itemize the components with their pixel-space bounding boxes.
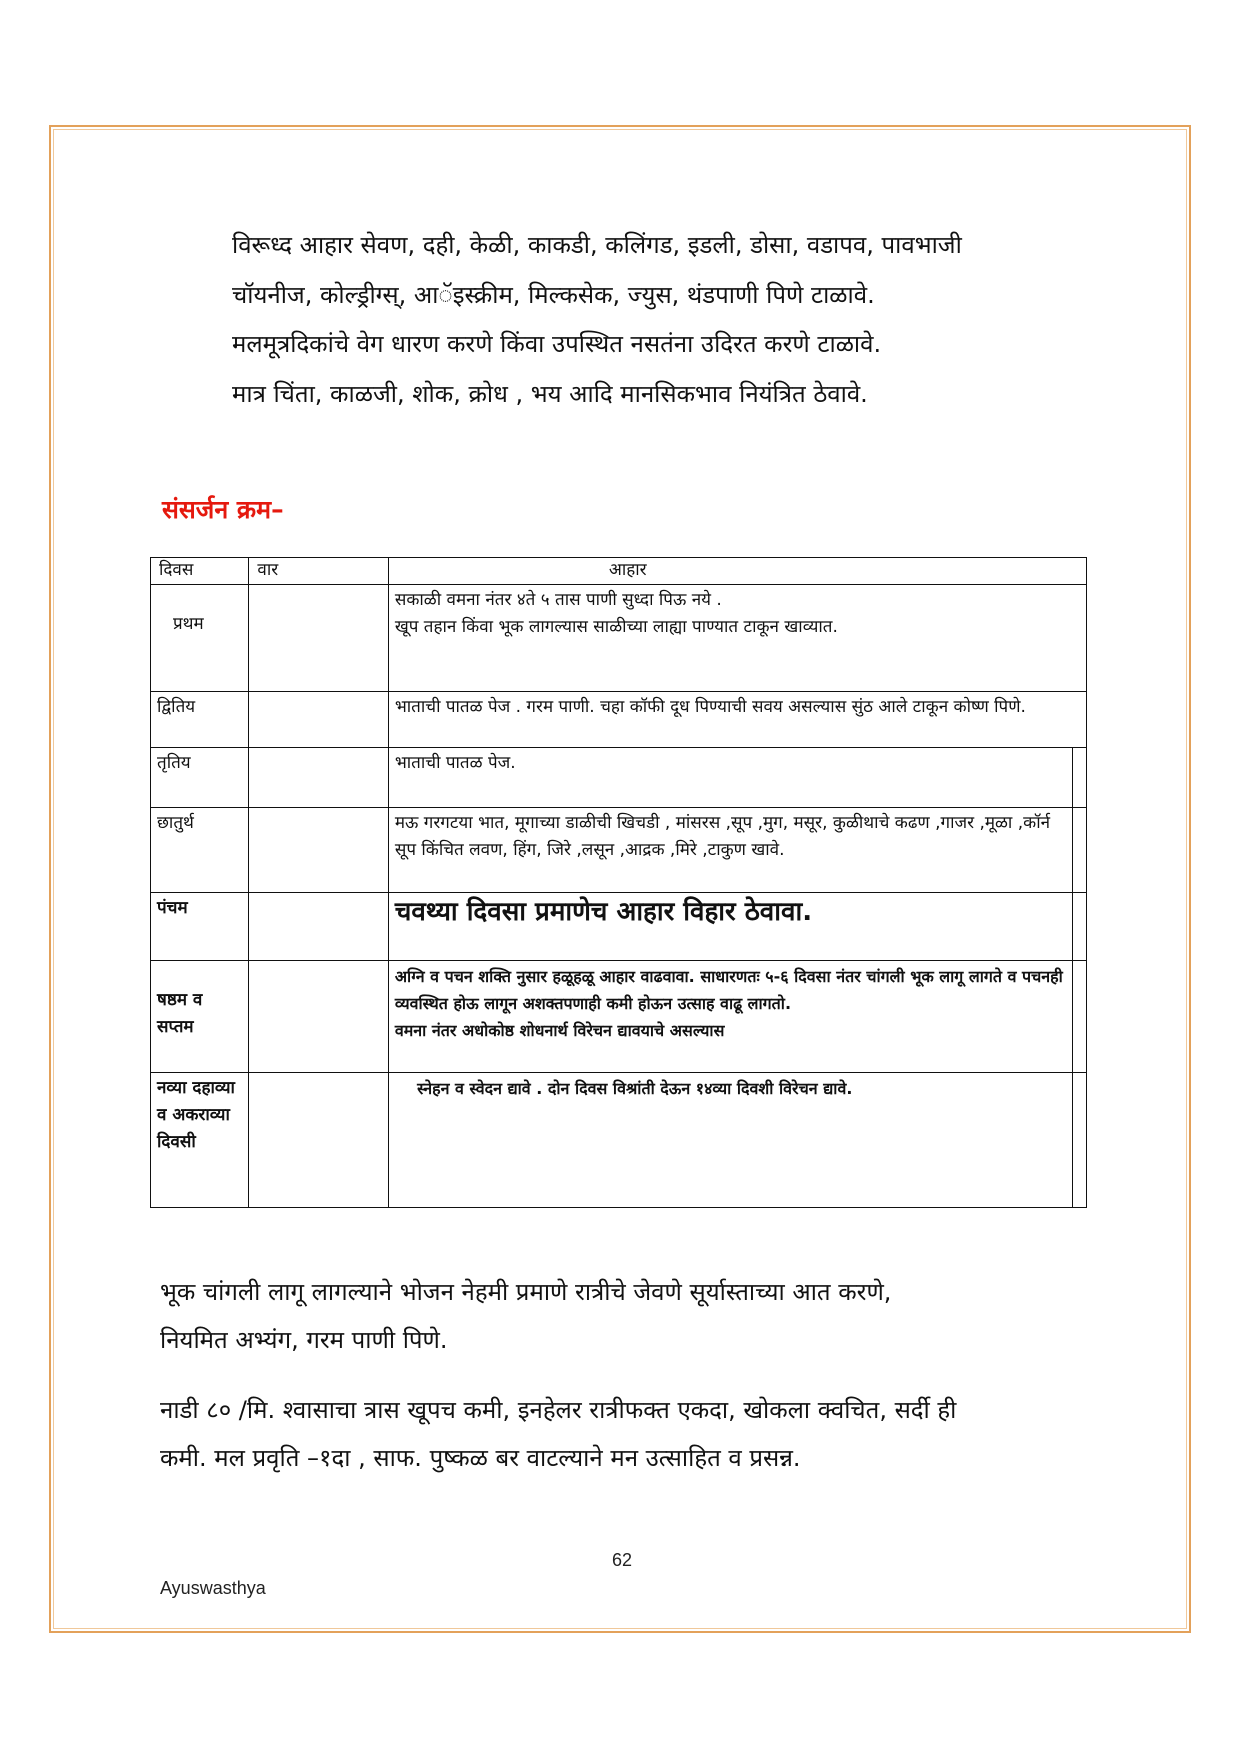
table-row <box>151 585 1087 692</box>
row-var <box>249 585 388 692</box>
row-day: पंचम <box>151 893 249 961</box>
row-ahar: भाताची पातळ पेज. <box>388 748 1072 808</box>
row-day: षष्ठम व सप्तम <box>151 961 249 1073</box>
after-line-2: नियमित अभ्यंग, गरम पाणी पिणे. <box>160 1326 448 1354</box>
row-extra <box>1072 1073 1086 1208</box>
row-day: तृतिय <box>151 748 249 808</box>
diet-table <box>150 557 1087 1208</box>
row-var <box>249 1073 388 1208</box>
row-ahar: स्नेहन व स्वेदन द्यावे . दोन दिवस विश्रांती देऊन १४व्या दिवशी विरेचन द्यावे. <box>388 1073 1072 1208</box>
row-extra <box>1072 748 1086 808</box>
row-extra <box>1072 893 1086 961</box>
table-row <box>151 692 1087 748</box>
table-row <box>151 1073 1087 1208</box>
table-row <box>151 748 1087 808</box>
table-row <box>151 893 1087 961</box>
row-ahar: भाताची पातळ पेज . गरम पाणी. चहा कॉफी दूध पिण्याची सवय असल्यास सुंठ आले टाकून कोष्ण पिणे. <box>388 692 1086 748</box>
row-var <box>249 748 388 808</box>
row-day: प्रथम <box>151 585 249 692</box>
row-ahar: मऊ गरगटया भात, मूगाच्या डाळीची खिचडी , मांसरस ,सूप ,मुग, मसूर, कुळीथाचे कढण ,गाजर ,मूळा ,कॉर्न सूप किंचित लवण, हिंग, जिरे ,लसून ,आद्रक ,मिरे ,टाकुण खावे. <box>388 808 1072 893</box>
page-number: 62 <box>612 1550 633 1570</box>
row-day: नव्या दहाव्या व अकराव्या दिवसी <box>151 1073 249 1208</box>
row-ahar: अग्नि व पचन शक्ति नुसार हळूहळू आहार वाढवावा. साधारणतः ५-६ दिवसा नंतर चांगली भूक लागू लागते व पचनही व्यवस्थित होऊ लागून अशक्तपणाही कमी होऊन उत्साह वाढू लागतो. वमना नंतर अधोकोष्ठ शोधनार्थ विरेचन द्यावयाचे असल्यास <box>388 961 1072 1073</box>
after-line-1: भूक चांगली लागू लागल्याने भोजन नेहमी प्रमाणे रात्रीचे जेवणे सूर्यास्ताच्या आत करणे, <box>160 1278 892 1306</box>
header-day: दिवस <box>151 558 249 585</box>
intro-line-4: मात्र चिंता, काळजी, शोक, क्रोध , भय आदि मानसिकभाव नियंत्रित ठेवावे. <box>232 380 868 408</box>
after-line-3: नाडी ८० /मि. श्वासाचा त्रास खूपच कमी, इनहेलर रात्रीफक्त एकदा, खोकला क्वचित, सर्दी ही <box>160 1396 957 1424</box>
row-var <box>249 961 388 1073</box>
table-header-row <box>151 558 1087 585</box>
intro-line-2: चॉयनीज, कोल्ड्रीग्स्, आॅइस्क्रीम, मिल्कसेक, ज्युस, थंडपाणी पिणे टाळावे. <box>232 281 875 309</box>
intro-line-1: विरूध्द आहार सेवण, दही, केळी, काकडी, कलिंगड, इडली, डोसा, वडापव, पावभाजी <box>232 231 962 259</box>
row-extra <box>1072 961 1086 1073</box>
row-day: छातुर्थ <box>151 808 249 893</box>
row-var <box>249 808 388 893</box>
header-ahar: आहार <box>388 558 1086 585</box>
row-var <box>249 692 388 748</box>
section-heading: संसर्जन क्रम– <box>162 495 284 524</box>
table-row <box>151 961 1087 1073</box>
intro-line-3: मलमूत्रदिकांचे वेग धारण करणे किंवा उपस्थित नसतंना उदिरत करणे टाळावे. <box>232 330 882 358</box>
header-var: वार <box>249 558 388 585</box>
table-row <box>151 808 1087 893</box>
footer-text: Ayuswasthya <box>160 1578 266 1598</box>
row-ahar: चवथ्या दिवसा प्रमाणेच आहार विहार ठेवावा. <box>388 893 1072 961</box>
after-line-4: कमी. मल प्रवृति –१दा , साफ. पुष्कळ बर वाटल्याने मन उत्साहित व प्रसन्न. <box>160 1444 801 1472</box>
row-day: द्वितिय <box>151 692 249 748</box>
row-ahar: सकाळी वमना नंतर ४ते ५ तास पाणी सुध्दा पिऊ नये . खूप तहान किंवा भूक लागल्यास साळीच्या लाह्या पाण्यात टाकून खाव्यात. <box>388 585 1086 692</box>
row-var <box>249 893 388 961</box>
row-extra <box>1072 808 1086 893</box>
